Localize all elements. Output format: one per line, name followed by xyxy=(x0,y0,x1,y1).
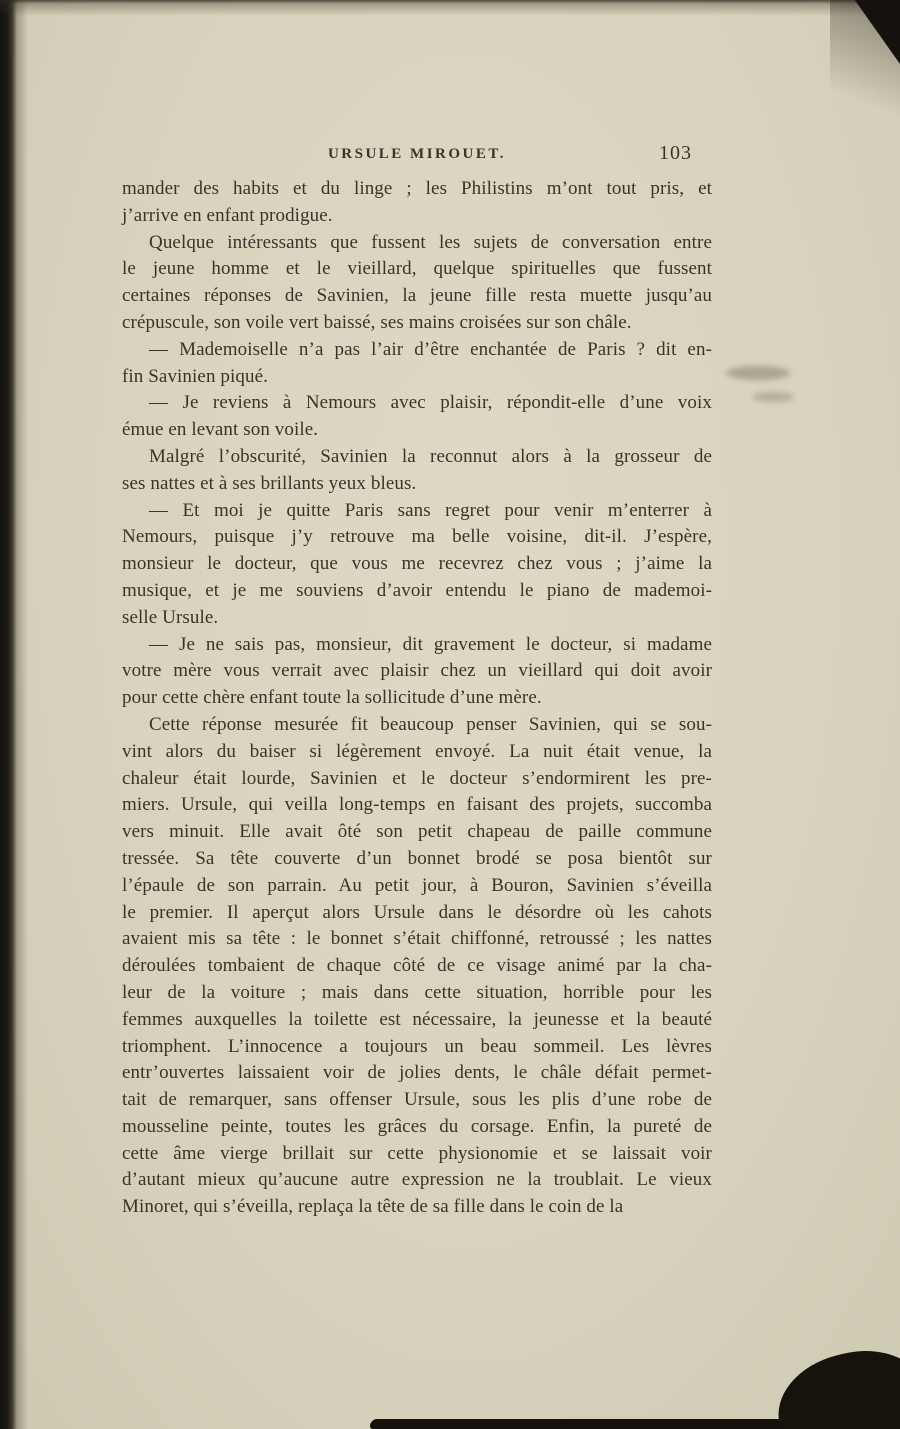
paragraph xyxy=(122,712,712,1221)
text-line: vint alors du baiser si légèrement envoyé. La nuit était venue, la xyxy=(122,740,712,762)
text-line: cette âme vierge brillait sur cette physionomie et se laissait voir xyxy=(122,1142,712,1164)
scan-smudge xyxy=(726,366,790,380)
text-line: le premier. Il aperçut alors Ursule dans le désordre où les cahots xyxy=(122,901,712,923)
text-line: crépuscule, son voile vert baissé, ses mains croisées sur son châle. xyxy=(122,311,632,333)
text-line: — Je ne sais pas, monsieur, dit gravement le docteur, si madame xyxy=(149,633,712,655)
text-line: selle Ursule. xyxy=(122,606,219,628)
text-line: le jeune homme et le vieillard, quelque spirituelles que fussent xyxy=(122,258,712,280)
text-line: vers minuit. Elle avait ôté son petit chapeau de paille commune xyxy=(122,821,712,843)
text-line: avaient mis sa tête : le bonnet s’était chiffonné, retroussé ; les nattes xyxy=(122,928,712,950)
text-line: monsieur le docteur, que vous me recevrez chez vous ; j’aime la xyxy=(122,553,712,575)
text-line: votre mère vous verrait avec plaisir chez un vieillard qui doit avoir xyxy=(122,660,712,682)
text-line: leur de la voiture ; mais dans cette situation, horrible pour les xyxy=(122,981,712,1003)
text-line: Quelque intéressants que fussent les sujets de conversation entre xyxy=(149,231,712,253)
scan-edge-left xyxy=(0,0,28,1429)
text-line: mander des habits et du linge ; les Philistins m’ont tout pris, et xyxy=(122,178,712,199)
paragraph xyxy=(122,632,712,712)
text-line: triomphent. L’innocence a toujours un beau sommeil. Les lèvres xyxy=(122,1035,712,1057)
text-line: musique, et je me souviens d’avoir entendu le piano de mademoi- xyxy=(122,579,712,601)
text-line: Nemours, puisque j’y retrouve ma belle voisine, dit-il. J’espère, xyxy=(122,526,712,548)
text-line: miers. Ursule, qui veilla long-temps en faisant des projets, succomba xyxy=(122,794,712,816)
paragraph xyxy=(122,444,712,498)
text-line: pour cette chère enfant toute la sollicitude d’une mère. xyxy=(122,687,542,709)
scan-corner-bottom-right xyxy=(767,1336,900,1429)
page-text xyxy=(122,176,712,1221)
paragraph xyxy=(122,230,712,337)
text-line: Cette réponse mesurée fit beaucoup penser Savinien, qui se sou- xyxy=(149,713,712,735)
scan-smudge xyxy=(752,392,794,402)
text-line: tait de remarquer, sans offenser Ursule, sous les plis d’une robe de xyxy=(122,1089,712,1111)
paragraph xyxy=(122,337,712,391)
text-line: déroulées tombaient de chaque côté de ce visage animé par la cha- xyxy=(122,955,712,977)
text-line: — Mademoiselle n’a pas l’air d’être enchantée de Paris ? dit en- xyxy=(149,338,712,360)
text-line: chaleur était lourde, Savinien et le docteur s’endormirent les pre- xyxy=(122,767,712,789)
paragraph xyxy=(122,498,712,632)
text-line: — Et moi je quitte Paris sans regret pour venir m’enterrer à xyxy=(149,499,712,521)
text-line: émue en levant son voile. xyxy=(122,419,319,441)
text-line: femmes auxquelles la toilette est nécessaire, la jeunesse et la beauté xyxy=(122,1008,712,1030)
text-line: Malgré l’obscurité, Savinien la reconnut alors à la grosseur de xyxy=(149,445,712,467)
text-line: j’arrive en enfant prodigue. xyxy=(122,204,333,226)
paragraph xyxy=(122,390,712,444)
text-line: — Je reviens à Nemours avec plaisir, répondit-elle d’une voix xyxy=(149,392,712,414)
text-line: mousseline peinte, toutes les grâces du corsage. Enfin, la pureté de xyxy=(122,1115,712,1137)
page-number: 103 xyxy=(659,142,692,164)
text-line: certaines réponses de Savinien, la jeune fille resta muette jusqu’au xyxy=(122,285,712,307)
text-line: l’épaule de son parrain. Au petit jour, à Bouron, Savinien s’éveilla xyxy=(122,874,712,896)
text-line: tressée. Sa tête couverte d’un bonnet brodé se posa bientôt sur xyxy=(122,847,712,869)
text-line: Minoret, qui s’éveilla, replaça la tête de sa fille dans le coin de la xyxy=(122,1196,624,1218)
text-line: fin Savinien piqué. xyxy=(122,365,268,387)
text-line: ses nattes et à ses brillants yeux bleus. xyxy=(122,472,417,494)
text-line: entr’ouvertes laissaient voir de jolies dents, le châle défait permet- xyxy=(122,1062,712,1084)
running-title: URSULE MIROUET. xyxy=(327,146,507,162)
scan-edge-top xyxy=(0,0,900,16)
paragraph xyxy=(122,176,712,230)
page-header xyxy=(122,142,712,168)
text-line: d’autant mieux qu’aucune autre expression ne la troublait. Le vieux xyxy=(122,1169,712,1191)
